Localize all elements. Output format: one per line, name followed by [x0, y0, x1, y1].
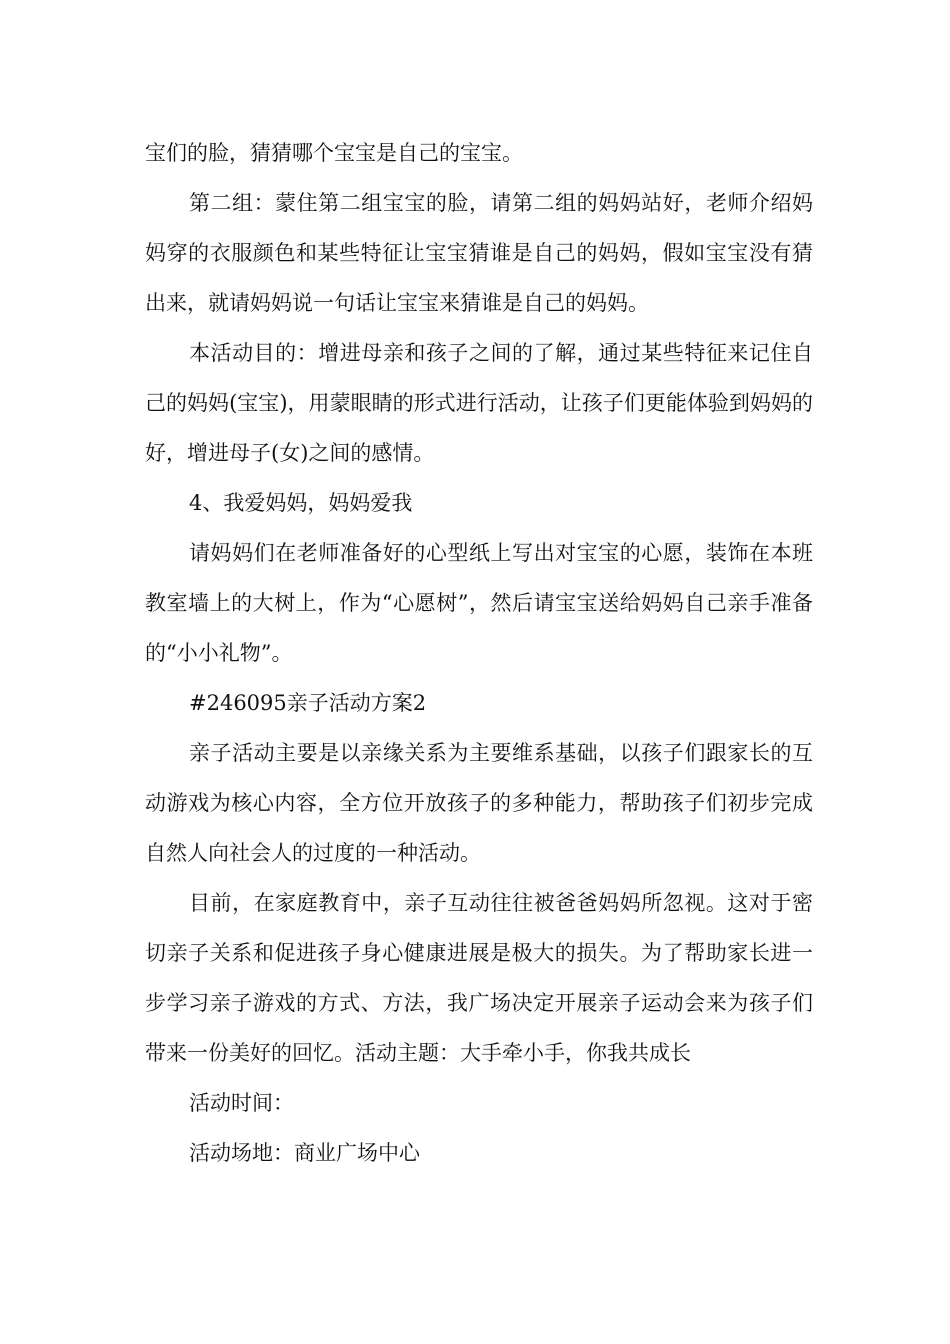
- paragraph-group-two: 第二组：蒙住第二组宝宝的脸，请第二组的妈妈站好，老师介绍妈妈穿的衣服颜色和某些特征让宝宝猜谁是自己的妈妈，假如宝宝没有猜出来，就请妈妈说一句话让宝宝来猜谁是自己的妈妈。: [145, 191, 813, 315]
- paragraph-current-situation: 目前，在家庭教育中，亲子互动往往被爸爸妈妈所忽视。这对于密切亲子关系和促进孩子身心健康进展是极大的损失。为了帮助家长进一步学习亲子游戏的方式、方法，我广场决定开展亲子运动会来为孩子们带来一份美好的回忆。活动主题：大手牵小手，你我共成长: [145, 891, 813, 1065]
- activity-time-line: 活动时间：: [189, 1091, 294, 1115]
- paragraph-continuation: 宝们的脸，猜猜哪个宝宝是自己的宝宝。: [145, 141, 523, 165]
- paragraph-parent-child-intro: 亲子活动主要是以亲缘关系为主要维系基础，以孩子们跟家长的互动游戏为核心内容，全方位开放孩子的多种能力，帮助孩子们初步完成自然人向社会人的过度的一种活动。: [145, 741, 813, 865]
- document-body: [145, 128, 813, 1178]
- section-heading-love-mom: 4、我爱妈妈，妈妈爱我: [189, 491, 413, 515]
- paragraph-activity-purpose: 本活动目的：增进母亲和孩子之间的了解，通过某些特征来记住自己的妈妈(宝宝)，用蒙眼睛的形式进行活动，让孩子们更能体验到妈妈的好，增进母子(女)之间的感情。: [145, 341, 813, 465]
- section-heading-plan-2: #246095亲子活动方案2: [189, 691, 427, 715]
- activity-venue-line: 活动场地：商业广场中心: [189, 1141, 420, 1165]
- paragraph-wish-tree: 请妈妈们在老师准备好的心型纸上写出对宝宝的心愿，装饰在本班教室墙上的大树上，作为“心愿树”，然后请宝宝送给妈妈自己亲手准备的“小小礼物”。: [145, 541, 813, 665]
